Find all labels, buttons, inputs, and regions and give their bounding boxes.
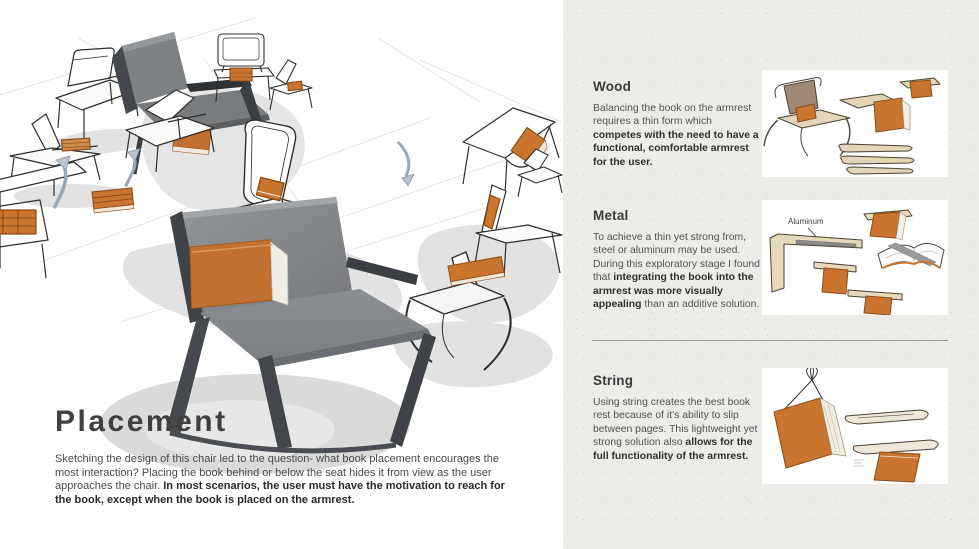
book-under-seat (230, 68, 252, 81)
metal-sketch-card (762, 200, 948, 315)
right-panel (563, 0, 979, 549)
string-concept-sketch (762, 368, 948, 484)
intro-paragraph: Sketching the design of this chair led to the question- what book placement encourages the most interaction? Placing the book behind or below the seat hides it from view as the user approaches the chair. In most scenarios, the user must have the motivation to reach for the book, except when the book is placed on the armrest. (55, 453, 505, 506)
book-hanging-by-string (774, 398, 846, 468)
book-on-armrest-small (910, 80, 932, 98)
book-on-armrest (62, 138, 91, 151)
book-draped (874, 98, 910, 132)
book-hanging-1 (822, 268, 848, 294)
metal-concept-sketch (762, 200, 948, 315)
book-hanging-top (870, 212, 906, 240)
chair-sketch-right-upper (463, 108, 559, 194)
section-divider (592, 340, 948, 341)
book-under-armrest (874, 452, 920, 482)
wood-section-body: Balancing the book on the armrest requires a thin form which competes with the need to have a functional, comfortable armrest for the user. (593, 103, 759, 168)
book-hanging-2 (864, 296, 892, 315)
wood-section-heading: Wood (593, 79, 632, 94)
wood-concept-sketch (762, 70, 948, 177)
aluminum-label: Aluminum (788, 217, 824, 226)
open-book-sketch (878, 243, 944, 268)
wood-sketch-card (762, 70, 948, 177)
annotation-scribble (854, 460, 864, 466)
string-section-heading: String (593, 373, 634, 388)
motion-arrow (398, 142, 414, 186)
page-title: Placement (55, 405, 228, 438)
string-sketch-card (762, 368, 948, 484)
metal-section-body: To achieve a thin yet strong from, steel or aluminum may be used. During this exploratory stage I found that integrating the book into the armrest was more visually appealing than an additive solution. (593, 232, 760, 311)
chair-sketch-left-edge (0, 156, 86, 294)
book-slats (0, 210, 36, 234)
metal-section-heading: Metal (593, 208, 629, 223)
wood-armrest-profiles (839, 144, 914, 174)
string-section-body: Using string creates the best book rest because of it's ability to slip between pages. This lightweight yet strong solution also allows for the full functionality of the armrest. (593, 397, 758, 462)
